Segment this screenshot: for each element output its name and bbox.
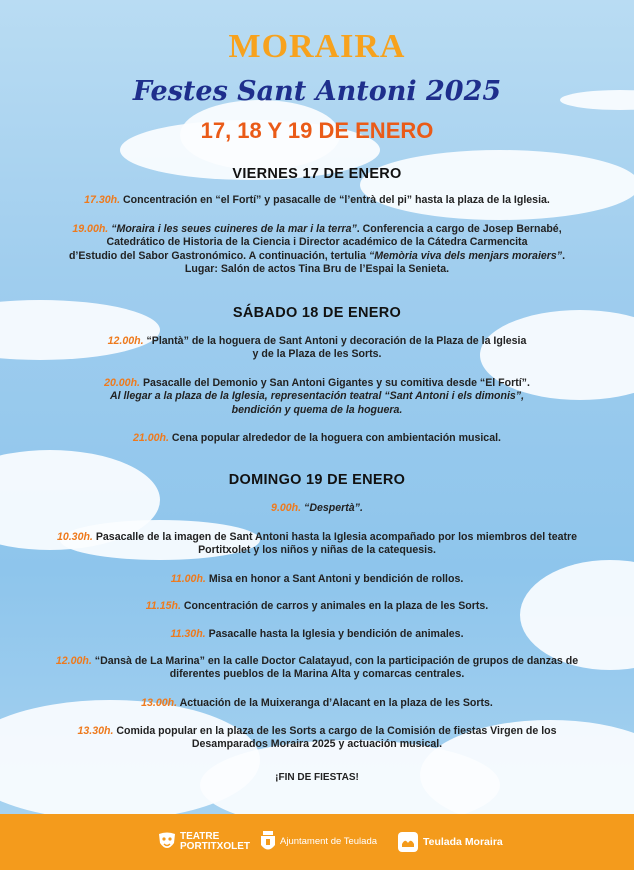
logo-text-line1: TEATRE bbox=[180, 831, 220, 842]
logo-ajuntament-teulada bbox=[260, 814, 377, 870]
event-text-line2: Catedrático de Historia de la Ciencia i Director académico de la Cátedra Carmencita bbox=[106, 236, 528, 249]
event-text-line2: Al llegar a la plaza de la Iglesia, representación teatral “Sant Antoni i els dimonis”, bbox=[109, 390, 525, 403]
event-time: 13.30h. bbox=[77, 725, 114, 737]
event-time: 11.15h. bbox=[145, 600, 181, 612]
event-text-line3-italic: “Memòria viva dels menjars moraiers” bbox=[368, 249, 563, 262]
logo-text: Ajuntament de Teulada bbox=[280, 836, 378, 847]
sponsor-footer bbox=[0, 814, 634, 870]
event-time: 17.30h. bbox=[84, 194, 121, 206]
theatre-mask-icon bbox=[157, 831, 177, 853]
festival-dates: 17, 18 Y 19 DE ENERO bbox=[200, 118, 434, 143]
event-time: 13.00h. bbox=[141, 697, 178, 709]
event-sunday-4 bbox=[20, 600, 614, 613]
event-time: 20.00h. bbox=[104, 377, 140, 389]
event-text: Actuación de la Muixeranga d’Alacant en la plaza de les Sorts. bbox=[179, 697, 493, 709]
event-text-line2: Portitxolet y los niños y niñas de la catequesis. bbox=[198, 544, 436, 557]
event-sunday-5 bbox=[20, 628, 614, 641]
day-heading-sunday: DOMINGO 19 DE ENERO bbox=[228, 472, 406, 488]
event-time: 10.30h. bbox=[56, 531, 93, 543]
event-sunday-3 bbox=[20, 573, 614, 586]
event-time: 19.00h. bbox=[72, 223, 109, 235]
finale-text: ¡FIN DE FIESTAS! bbox=[275, 772, 359, 783]
event-text-line2: diferentes pueblos de la Marina Alta y comarcas centrales. bbox=[169, 668, 465, 681]
event-text-italic: “Moraira i les seues cuineres de la mar i la terra” bbox=[111, 223, 357, 235]
day-heading-friday: VIERNES 17 DE ENERO bbox=[232, 166, 402, 182]
town-title: MORAIRA bbox=[228, 28, 406, 65]
coat-of-arms-icon bbox=[260, 830, 276, 854]
event-text-line3b: . bbox=[562, 249, 566, 262]
event-time: 11.30h. bbox=[170, 628, 206, 640]
event-text: Concentración en “el Fortí” y pasacalle de “l’entrà del pi” hasta la plaza de la Iglesia. bbox=[123, 194, 550, 206]
cloud bbox=[360, 150, 634, 220]
event-text-line4: Lugar: Salón de actos Tina Bru de l’Espai la Senieta. bbox=[184, 262, 450, 275]
event-time: 21.00h. bbox=[133, 432, 169, 444]
event-time: 12.00h. bbox=[55, 655, 92, 667]
logo-teatre-portitxolet bbox=[157, 814, 250, 870]
event-saturday-3 bbox=[20, 432, 614, 445]
event-text: Misa en honor a Sant Antoni y bendición de rollos. bbox=[208, 573, 464, 585]
event-text: Pasacalle hasta la Iglesia y bendición de animales. bbox=[208, 628, 464, 640]
event-text: “Dansà de La Marina” en la calle Doctor Calatayud, con la participación de grupos de danzas de bbox=[94, 655, 579, 667]
event-text-line2: Desamparados Moraira 2025 y actuación musical. bbox=[191, 738, 443, 751]
event-sunday-7 bbox=[20, 697, 614, 710]
event-text: . Conferencia a cargo de Josep Bernabé, bbox=[356, 223, 562, 235]
event-sunday-6 bbox=[20, 655, 614, 682]
event-sunday-2 bbox=[20, 531, 614, 558]
festival-title: Festes Sant Antoni 2025 bbox=[132, 76, 502, 107]
teulada-moraira-icon bbox=[398, 832, 418, 852]
logo-teulada-moraira bbox=[398, 814, 503, 870]
day-heading-saturday: SÁBADO 18 DE ENERO bbox=[232, 305, 402, 321]
logo-text-line2: PORTITXOLET bbox=[180, 841, 250, 852]
event-time: 11.00h. bbox=[170, 573, 206, 585]
event-text: Pasacalle de la imagen de Sant Antoni hasta la Iglesia acompañado por los miembros del teatre bbox=[95, 531, 578, 543]
event-time: 9.00h. bbox=[271, 502, 302, 514]
event-text: “Despertà”. bbox=[304, 502, 363, 514]
event-text: Comida popular en la plaza de les Sorts a cargo de la Comisión de fiestas Virgen de los bbox=[116, 725, 557, 737]
event-text-line3a: d’Estudio del Sabor Gastronómico. A continuación, tertulia bbox=[68, 249, 369, 262]
event-text: Cena popular alrededor de la hoguera con ambientación musical. bbox=[171, 432, 501, 444]
event-saturday-2 bbox=[20, 377, 614, 417]
event-sunday-1 bbox=[20, 502, 614, 515]
logo-text: Teulada Moraira bbox=[423, 836, 503, 848]
event-friday-2 bbox=[20, 223, 614, 276]
event-saturday-1 bbox=[20, 335, 614, 362]
event-text-line3: bendición y quema de la hoguera. bbox=[231, 403, 403, 416]
event-sunday-8 bbox=[20, 725, 614, 752]
event-friday-1 bbox=[20, 194, 614, 207]
event-text: Concentración de carros y animales en la plaza de les Sorts. bbox=[183, 600, 489, 612]
event-text-line2: y de la Plaza de les Sorts. bbox=[252, 348, 382, 361]
event-text: Pasacalle del Demonio y San Antoni Gigantes y su comitiva desde “El Fortí”. bbox=[142, 377, 530, 389]
event-text: “Plantà” de la hoguera de Sant Antoni y decoración de la Plaza de la Iglesia bbox=[146, 335, 527, 347]
event-time: 12.00h. bbox=[107, 335, 144, 347]
